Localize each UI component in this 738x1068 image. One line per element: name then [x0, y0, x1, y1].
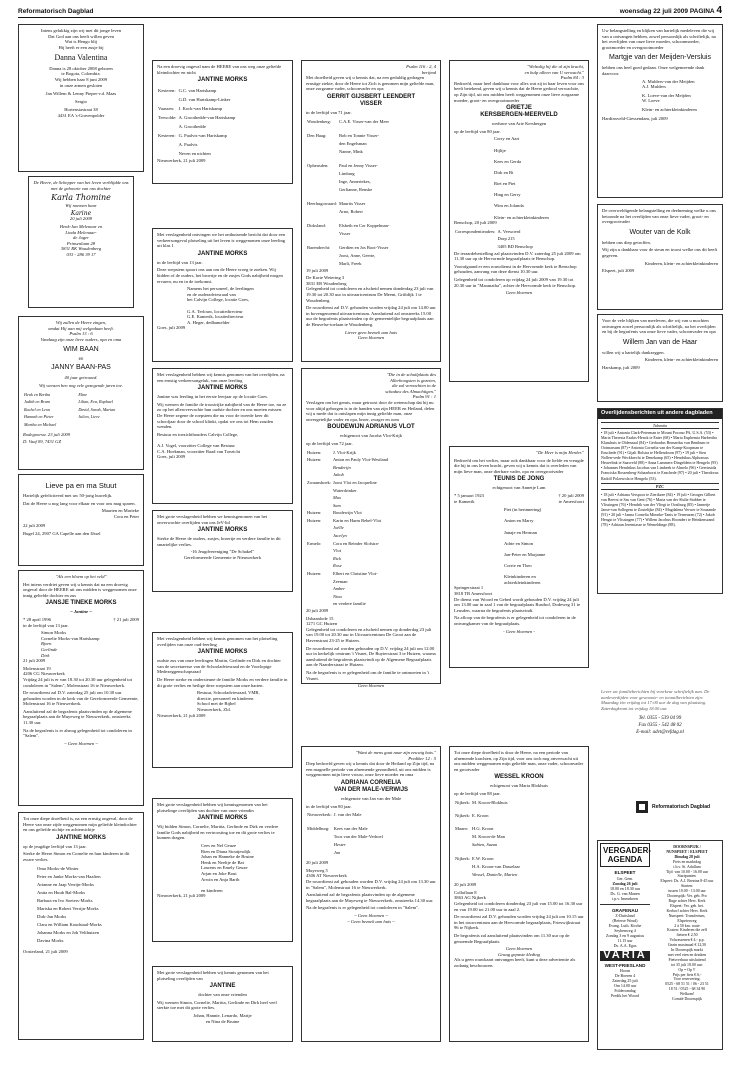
- family: Oma Morks-de Winter Peter en Janke Morks-van Haaften Arianne en Jaap Verrijn-Morks Anita en Huub Bal-Morks Barbara en Ivo Soeters-Morks Mariska en Robert Verrijn-Morks Dirk-Jan Morks Clara en William Koudstaal-Morks Johanna Morks en Job Velthuizen Davina Morks: [37, 865, 102, 943]
- death-ad-vlot: [301, 368, 441, 689]
- parents: Jan Willem & Lenny Pieper-v.d. Maas: [45, 91, 117, 97]
- box-body: [598, 419, 722, 530]
- intro: Tot onze diepe droefheid is, na een ernstig ongeval, door de Heere van onze zijde weggenomen mijn geliefde kleindochter en ons geliefde nichtje en achternichtje: [23, 816, 137, 833]
- family: Piet (in herinnering) Anton en Marry Janaje en Herman Adrie en Simon Jan-Peter en Marjanne Corrie en Theo Kleinkinderen en achterkleinkinderen: [504, 507, 546, 585]
- contact: Tel. 0355 - 539 04 99 Fax 0355 - 542 48 02 E-mail: advt@refdag.nl: [636, 716, 684, 736]
- agenda-right: DOORNSPIJK / NUNSPEET / ELSPEET Dinsdag 28 juli Fiets en marktdag t.b.v. St. Adullam Tijd: van 10.00 - 16.00 uur Startpunten: Elspeet: Ds. A.J. Brezina 8-45 uur Starten: tussen 10.00 - 13.00 uur Doornspijk: Ver. geb. Pro Ruge achter Herv. Kerk Elspeet: Ver. geb. bet. Kerhorf achter Herv. Kerk Nunspeet: Transferium, Elspeterweg 2 à 50 km. route Kosten: Kinderen die zelf fietsen € 2,50 Volwassenen € 4,- p.p. Gezin maximaal € 12,50 In Doornspijk markt met veel eten en drinken Fietsverhuur uitsluitend tot 35 juli 18.00 uur: Op = Op !! Prijs per fiets € 6,- Voor reservering: 0525 - 68 51 51 / 06 - 23 51 18 51 / 0525 - 68 34 90 Welkom! Comité Doornspijk: [660, 845, 714, 1002]
- westfriesland-sub: De Boeren 4: [614, 973, 636, 979]
- funeral: De teraardebestelling zal plaatsvinden D.V. zaterdag 25 juli 2009 om 11.30 uur op de Hervormde begraafplaats te Benschop.: [454, 250, 581, 262]
- meeting-agenda: [597, 840, 723, 1050]
- date: Elspeet, juli 2009: [602, 268, 635, 274]
- date: 19 juli 2009: [306, 267, 329, 273]
- flowers: ~ Geen bloemen ~: [64, 740, 98, 746]
- nickname: dochter van onze vrienden: [198, 992, 247, 998]
- correspondence: Correspondentieadres: A. Verwoerd Dorp 215 3405 BD Benschop: [455, 228, 533, 250]
- deceased-name: JANTINE MORKS: [56, 834, 106, 841]
- address: IJsbaanlode 15 1271 GC Huizen: [306, 615, 338, 627]
- body: Hartelijk gefeliciteerd met uw 50-jarig huwelijk.: [23, 493, 113, 498]
- date: 20 juli 2009: [306, 860, 329, 866]
- intro: Bedroefd, maar heel dankbaar voor alles wat zij in haar leven voor ons heeft betekend, geven wij u kennis dat de Heere gedood verwachtte, op Zijn tijd, uit ons midden heeft weggenomen onze lieve zorgzame moeder, groot- en overgrootmoeder: [454, 80, 584, 103]
- spouse: echtgenote van Jan van der Male: [340, 795, 402, 801]
- death-ad-kersbergen: [449, 60, 589, 382]
- phone: 033 - 286 39 17: [66, 251, 96, 257]
- after: Na de begrafenis is er alsnog gelegenheid tot condoleren in "Salem".: [23, 727, 132, 739]
- date: Nieuwerkerk, 21 juli 2009: [157, 158, 206, 164]
- anniversary-ad-stuut: [18, 474, 144, 566]
- funeral: De rouwdienst zal D.V. gehouden worden vrijdag 24 juli om 14.00 uur in bovengenoemd uitvaartcentrum. Aansluitend zal omstreeks 15.00 uur de begrafenis plaatsvinden op de gemeentelijke begraafplaats aan de Heuvelse-toelaan te Woudenberg.: [306, 305, 436, 327]
- dates: * 28 april 1996 † 21 juli 2009: [23, 616, 139, 622]
- death-ad-van-der-male: [301, 746, 441, 1042]
- thanks-ad-van-de-haar: [597, 314, 723, 402]
- service: Voorafgaand er een rouwdienst in de Hervormde kerk te Benschop gehouden, aanvang van deze dienst 10.30 uur.: [454, 263, 577, 275]
- death-ad-kroon: [449, 746, 589, 1042]
- family: Kesteren: G.C. van Hartskamp G.D. van Hartskamp-Linker Vaassen: J. Kock-van Hartskamp Terwolde: A. Groothedde-van Hartskamp A. Groothedde Kesteren: G. Paalvis-van Hartskamp A. Paalvis Neven en nichten: [158, 88, 236, 157]
- wishes: Wij wensen hen nog vele gezegende jaren toe.: [38, 382, 124, 388]
- signature: Kinderen, klein- en achterkleinkinderen: [644, 357, 718, 363]
- deceased-name: Willem Jan van de Haar: [622, 338, 698, 346]
- date: 20 juli 2009: [306, 608, 329, 613]
- address: De Korte Wetering 3 3831 ER Woudenberg: [306, 275, 347, 286]
- family: Woudenberg: C.A.E. Visser-van der Meer Den Haag: Bob en Tonnie Visser- den Engelsman Nanne, Mink Opheusden: Paul en Jenny Visser- Limburg Inge, Anneriekes, Gerlianne, Renske Heerhugowaard: Maurits Visser Arno, Robert Dirksland: Elsbeth en Cor Koppelman- Visser Barendrecht: Gerdien en Jos Boot-Visser Joost, Anne, Geerte, Marli, Freek: [307, 118, 390, 266]
- burial: Aansluitend zal de begrafenis plaatsvinden op de algemene begraafplaats aan de Muyeweg te Nieuwerkerk, omstreeks 14.30 uur.: [306, 892, 434, 903]
- intro: Tot onze diepe droefheid is door de Heere, na een periode van afnemende krachten, op Zijn tijd, voor ons toch nog onverwacht uit ons midden weggenomen mijn geliefde man, onze vader, schoonvader en grootvader: [454, 750, 584, 772]
- thanks-ad-van-der-meijden: [597, 24, 723, 198]
- deceased-name: TEUNIS DE JONG: [493, 476, 545, 483]
- age: op de jeugdige leeftijd van 13 jaar.: [23, 843, 87, 849]
- deceased-name: JANTINE MORKS: [197, 385, 248, 392]
- westfriesland-place: WEST-FRIESLAND: [604, 962, 646, 968]
- body: Wij bidden Simon, Cornelie, Maritta, Gerlinde en Dirk en verdere familie Gods nabijheid en vertroosting toe en dit grote verlies te kunnen dragen.: [157, 824, 279, 841]
- intro: De overweldigende belangstelling en deelneming welke u ons betoonde na het overlijden van onze lieve vader, groot- en overgrootvader: [602, 208, 716, 225]
- nickname: ~ Jantine ~: [70, 609, 92, 615]
- child-name: Karla Thomine: [51, 193, 111, 203]
- date: Goes, juli 2009: [157, 454, 186, 460]
- elspeet-org: Ger. Gem.: [616, 875, 634, 881]
- body: willen wij u hartelijk dankzeggen.: [602, 349, 665, 355]
- signature: Kinderen, klein- en achterkleinkinderen: [644, 260, 718, 266]
- death-ad-jantine-friends: [152, 798, 293, 942]
- date: Goes, juli 2009: [157, 325, 186, 331]
- signature: -16 Jeugdvereniging "De Schakel" Gereformeerde Gemeente te Nieuwerkerk: [183, 549, 262, 560]
- westfriesland-who: Zaterdag 25 juli Om 14.00 uur Folderomdag Predik het Woord: [610, 978, 640, 999]
- intro: Met grote verslagenheid hebben wij kennisgenomen van het plotselinge overlijden van dochter van onze vriendin: [157, 802, 268, 813]
- signature: Bestuur en toezichthouders Calvijn College, A.J. Vogel, voorzitter College van Bestuur C.A. Hoekman, voorzitter Raad van Toezicht: [157, 431, 241, 454]
- date: 22 juli 2009: [23, 523, 46, 529]
- grafenau-place: GRAFENAU: [611, 907, 639, 913]
- flowers: ~ Geen bloemen ~ ~ Geen bezoek aan huis ~: [347, 912, 395, 924]
- body-1: hebben ons diep getroffen.: [602, 239, 651, 245]
- death-ad-de-jong: [449, 446, 589, 668]
- burial: Aansluitend zal de begrafenis plaatsvinden op de algemene begraafplaats aan de Muyeweg te Nieuwerkerk, omstreeks 11.30 uur.: [23, 708, 132, 726]
- address: Molenstraat 19 4206 CG Nieuwerkerk: [23, 665, 65, 677]
- page-info: [620, 5, 722, 16]
- rd-logo-icon: [636, 801, 648, 813]
- deceased-name: JANTINE MORKS: [197, 250, 248, 257]
- visit: Gelegenheid tot condoleren donderdag 23 juli van 15.00 tot 16.30 uur en van 19.00 tot 21.00 uur in zaal 2.: [454, 900, 583, 912]
- date: Hardinxveld-Giessendam, juli 2009: [602, 115, 668, 121]
- age: in de leeftijd van 71 jaar.: [306, 109, 352, 115]
- page-label: PAGINA: [689, 8, 715, 15]
- deceased-name: JANSJE TINEKE MORKS: [45, 600, 117, 607]
- ad-verse: De Heere, de Schepper van het leven verblijdde ons met de geboorte van ons dochter: [33, 180, 129, 191]
- age: in de leeftijd van 13 jaar.: [157, 259, 203, 265]
- body-2: Wij zijn u dankbaar voor de steun en troost welke ons dit heeft gegeven.: [602, 247, 718, 258]
- date: Oosterland, 21 juli 2009: [23, 948, 68, 954]
- ad-verse: Intens gelukkig zijn wij met dit jonge leven Dat God aan ons heeft willen geven Wat is Hengo blij Hij heeft er een zusje bij: [41, 28, 121, 50]
- ad-verse: "De Heer is mijn Herder.": [536, 450, 584, 455]
- body-1: oudste zus van onze leerlingen Martin, Gerlinde en Dirk en dochter van de secretaresse van de Schooladviesraad en de Voorlopige Medezeggenschapsraad: [157, 658, 281, 675]
- funeral: De rouwdienst zal worden gehouden op D.V. vrijdag 24 juli om 12.00 uur in kerkelijk centrum 't Visnet, De Ruyterstraat 3 te Huizen, waarna aansluitend de begrafenis plaatsvindt op de Algemene Begraafplaats aan de Naarderstraat te Huizen.: [306, 645, 436, 668]
- funeral: De rouwdienst zal gehouden worden D.V. vrijdag 24 juli om 13.30 uur in "Salem", Molenstraat 16 te Nieuwerkerk.: [306, 878, 436, 890]
- deceased-name: BOUDEWIJN ADRIANUS VLOT: [327, 424, 415, 431]
- signature: Johan, Hannie, Lenardo, Marije en Nina de Bruine: [193, 1012, 252, 1024]
- age: op de leeftijd van 88 jaar.: [454, 790, 501, 796]
- date: 21 juli 2009: [23, 658, 46, 664]
- death-ad-jantine-family: [18, 812, 144, 1040]
- family: Nijkerk: M. Kroon-Blokhuis Nijkerk: E. Kroon Maarn: H.G. Kroon M. Kroon-de Man Sabien, Suzan Nijkerk: E.W. Kroon H.A. Kroon-van Dasselaar Wessel, Danielle, Marien: [455, 799, 520, 877]
- page-number: 4: [716, 5, 722, 16]
- source-tubantia: Tubantia: [601, 422, 719, 429]
- after: Na de begrafenis is er gelegenheid om de familie te ontmoeten in 't Visnet.: [306, 669, 430, 681]
- flowers: - Geen bloemen -: [503, 628, 535, 634]
- family: Simon Morks Cornelie Morks-van Hartskamp Bjorn Gerlinde Dirk: [41, 630, 100, 658]
- thanks-ad-van-de-kolk: [597, 204, 723, 310]
- flowers: Geen bloemen Graag gepaste kleding: [498, 946, 540, 957]
- death-ad-jantine-school: [152, 228, 293, 362]
- age: in de leeftijd van 80 jaar.: [306, 803, 352, 809]
- signoff: Maarten en Marieke Cora en Peter: [101, 508, 139, 519]
- address: Prinsenlaan 28 3831 RK Woudenberg: [60, 240, 102, 252]
- ad-title: Lieve pa en ma Stuut: [45, 481, 117, 490]
- spouse: echtgenoot van Jacoba Vlot-Krijk: [339, 433, 403, 439]
- flowers: Liever geen bezoek aan huis Geen bloemen: [344, 329, 398, 341]
- info-body: Lever uw familieberichten bij voorkeur schriftelijk aan. De aanleverdijden voor gewoonte- en toonalberichten zijn: Maandag t/m vrijdag tot 17:00 uur de dag van plaatsing. Zaterdagkrant tot vrijdag 18.00 uur.: [601, 689, 710, 711]
- anniversary-ad-baan: [18, 316, 144, 470]
- signature: A. Mulders-van der Meijden A.J. Mulders K. Loeve-van der Meijden W. Loeve Klein- en achterkleinkinderen: [642, 78, 697, 112]
- date: Nieuwerkerk, 21 juli 2009: [157, 893, 206, 899]
- body-2: De Heere sterke en ondersteune de familie Morks en verdere familie in dit grote verlies en heilige deze roepstem aan onze harten.: [157, 676, 288, 688]
- elspeet-day: Zondag 26 juli: [612, 880, 638, 886]
- date: 20 juli 2009: [454, 882, 477, 888]
- submission-info: [597, 686, 723, 784]
- signatures: Cees en Nel Geuze Rien en Diana Stoutjesdijk Johan en Hanneke de Bruine Henk en Neeltje de Bat Lourens en Emely Geuze Arjan en Joke Bout Arwin en Anja Barth en kinderen: [201, 842, 254, 893]
- burial: De begrafenis zal aansluitend plaatsvinden om 11.30 uur op de genoemde Begraafplaats.: [454, 932, 570, 944]
- intro: Voor de vele blijken van meeleven, die wij van u mochten ontvangen zowel persoonlijk als schriftelijk, na het overlijden en bij de begrafenis van onze lieve vader, schoonvader en opa: [602, 318, 716, 335]
- age: op de leeftijd van 80 jaar.: [454, 128, 501, 134]
- death-ad-jantine-grandparents: [152, 60, 293, 184]
- masthead: [18, 4, 722, 18]
- signature: Namens het personeel, de leerlingen en de ouderadviesraad van het Calvijn College, locatie Goes, G.A. Terlouw, locatiedirecteur G.E. Kamerik, locatiedirecteur A. Heger, dedbamelder: [187, 286, 254, 325]
- after: Na de begrafenis is er gelegenheid tot condoleren in "Salem".: [306, 905, 420, 911]
- intro: Met droefheid geven wij u kennis dat, na een geduldig gedragen ernstige ziekte, door de Heere tot Zich is genomen mijn geliefde man, onze zorgzame vader, schoonvader en opa: [306, 75, 435, 92]
- intro: Het intens verdriet geven wij u kennis dat na een droevig ongeval door de HEERE uit ons midden is weggenomen onze innig geliefde dochter en zus: [23, 581, 137, 598]
- agenda-title: VERGADER- AGENDA: [600, 843, 650, 867]
- items-pzc: • 18 juli • Adriana Verspoor te Zierikzee (84) • 19 juli • Georges Gilbert van Beevst te Sas van Gent (76) • Maria van der Slulis-Stabber te Vlissingen (76) • Hendrik van der Vliegt te Oostburg (85) • Jannetje Janse-van Sollegem te Zoutelijke (84) • Magdalena Verwer te Souzande (91) • 20 juli • Janna Cornelia Mimeke-Tanis te Terneuzen (72) • Jakob Hengst te Vlissingen (77) • Willem Jacobus Hoondert te Heinkenszand (78) • Adriaan Jeremiasse te Wemeldinge (88).: [601, 491, 716, 528]
- body-2: Dat de Heere u nog lang voor elkaar en voor ons mag sparen.: [23, 500, 136, 506]
- birth-ad-danna: [18, 24, 144, 172]
- deceased-name: JANTINE MORKS: [197, 527, 248, 534]
- address-2: D. Vaaf 09, 7431 GZ: [23, 439, 62, 445]
- intro: Verslagen om het gemis, maar getroost door de wetenschap dat hij nu voor altijd geborgen is in de handen van zijn HEER en Heiland, delen wij u mede dat is ontslapen mijn innig geliefde man, onze onvergetelijke vader en opa, broer, zwager en oom: [306, 399, 435, 422]
- body: Wij wensen Simon, Cornelie, Maritta, Gerlinde en Dirk heel veel sterkte toe met dit grote verlies.: [157, 999, 277, 1011]
- address: Muyeweg 5 4306 AT Nieuwerkerk: [306, 867, 347, 879]
- varia-title: VARIA: [600, 951, 650, 961]
- grafenau-org: Z-Duitsland: [615, 913, 635, 919]
- call-name: Karine: [70, 209, 92, 217]
- intro: Diep bedroefd geven wij u kennis dat door de Heiland op Zijn tijd, na een magnelle periode van afnemende gezondheid, uit ons midden is weggenomen mijn lieve vrouw, onze lieve moeder en oma: [306, 761, 435, 778]
- flowers: Geen bloemen: [357, 683, 385, 689]
- family: Corry en Aart Hijltje Kees en Gerda Dirk en Bi Riet en Piet Hing en Gerry Wim en Jolanda Klein- en achterkleinkinderen: [494, 136, 549, 220]
- intro: Bedroefd om het verlies, maar ook dankbaar voor de liefde en vreugde die hij in ons leven bracht, geven wij u kennis dat is overleden van mijn lieve man, onze dierbare vader, opa en overgrootvader: [454, 457, 584, 474]
- sibling: Sergio: [75, 98, 87, 104]
- intro: Met verslagenheid ontvingen we het onthutsende bericht dat door een verkeersongeval plotseling uit het leven is weggenomen onze leerling uit klas 1: [157, 232, 286, 249]
- grafenau-sub: (Beierse Woud): [612, 918, 638, 924]
- visit: Gelegenheid tot condoleren en afscheid nemen op donderdag 23 juli van 19.00 tot 20.30 uur in Uitvaartcentrum De Groot aan de Havenstraat 23-25 te Huizen.: [306, 626, 432, 643]
- deceased-name: JANTINE MORKS: [197, 77, 248, 84]
- deceased-name: GERRIT GIJSBERT LEENDERT VISSER: [326, 93, 416, 107]
- death-ad-visser: [301, 60, 441, 362]
- ad-verse: Wij zullen de Heere zingen, omdat Hij aan mij welgedaan heeft. Psalm 13 : 6: [48, 320, 114, 337]
- elspeet-time: 18.00 en 18.30 uur: [609, 885, 641, 891]
- age: op de leeftijd van 72 jaar.: [306, 440, 353, 446]
- ad-verse: Psalm 116 : 2, 4 berijmd: [406, 64, 436, 75]
- body: Deze roepstem spoort ons aan om de Heere vroeg te zoeken. Wij bidden of de ouders, het broertje en de zusjes Gods nabijheid mogen ervaren, nu en in de toekomst.: [157, 267, 283, 284]
- deceased-name: JANTINE MORKS: [197, 815, 248, 822]
- visit: Gelegenheid tot condoleren en afscheid nemen donderdag 23 juli van 19.30 tot 20.30 uur in uitvaartcentrum De Meent, Griftdijk 1 te Woudenberg.: [306, 286, 434, 303]
- family: Huizen: J. Vlot-Krijk Huizen: Anton en Pauly Vlot-Westland Benderijn Jakob Zwaanshoek: Joost Vlot en Jacqueline Waterdrinker Max Sam Huizen: Boudewijn Vlot Huizen: Karin en Harm Rebel-Vlot Joëlle Jacelyn Ermelo: Cora en Reinder Slofstra- Vlot Rick Rose Huizen: Elbert en Christine Vlot- Zeeman Amber Nina en verdere familie: [307, 449, 389, 607]
- deceased-name: Wouter van de Kolk: [629, 228, 691, 236]
- date: Harskamp, juli 2009: [602, 364, 640, 370]
- death-ad-jantine-college: [152, 368, 293, 504]
- deceased-name: ADRIANA CORNELIA VAN DER MALE-VERWIJS: [333, 779, 409, 793]
- funeral: De rouwdienst zal D.V. zaterdag 25 juli om 10.30 uur gehouden worden in de kerk van de Gereformeerde Gemeente, Molenstraat 16 te Nieuwerkerk.: [23, 690, 139, 707]
- dates: * 5 januari 1923 te Kamerik † 20 juli 2009 te Amersfoort: [454, 492, 584, 504]
- ad-body: Danna is 28 oktober 2008 geboren te Bogota, Colombia. Wij hebben haar 8 juni 2009 in onze armen gesloten: [49, 65, 113, 88]
- body: Sterke de Heere de ouders, zusjes, broertje en verdere familie in dit smartelijke verlies.: [157, 536, 281, 547]
- family: Nieuwerkerk: J. van der Male Middelburg: Kees van der Male Toos van der Male-Verhoef Hester Jan: [307, 812, 384, 856]
- intro: Met grote verslagenheid hebben wij kennis genomen van het plotseling overlijden van: [157, 970, 269, 981]
- grafenau-who: Evang. Luth. Kirche Seybenweg 4 Zondag 3 en 9 augustus 11.15 uur Ds. A.A. Egas: [606, 923, 644, 949]
- deceased-name: JANTINE MORKS: [197, 649, 248, 656]
- address: Collaflaan 8 3863 AG Nijkerk: [454, 889, 486, 901]
- ad-verse: "Want de mens gaat naar zijn eeuwig huis." Prediker 12 : 5: [355, 750, 436, 761]
- ad-verse: "Als een bloem op het veld": [55, 574, 107, 579]
- address: Hortensiastraat 38 4431 EA 's-Gravenpolder: [57, 107, 105, 119]
- source-pzc: PZC: [601, 483, 719, 490]
- westfriesland-org: Hoorn: [619, 968, 631, 974]
- birth-ad-karla: [28, 176, 134, 308]
- death-ad-jansje: [18, 570, 144, 806]
- address: Rodegoorsw. 23 juli 2009: [23, 431, 71, 437]
- body-2: Wij wensen de familie de troostrijke nabijheid van de Heere toe, nu ze zo op het allerovervachte hun oudste dochter en ons moeten missen. De Heere zegene de roepstem die nu voor de tweede keer dit schooljaar door de school klinkt, opdat we ons tot Hem zouden wenden.: [157, 401, 287, 430]
- intro: Uw belangstelling en blijken van hartelijk medeleven die wij van u ontvangen hebben, zowel persoonlijk als schriftelijk, na het overlijden van onze lieve moeder, schoonmoeder, grootmoeder en overgrootmoeder: [602, 28, 716, 50]
- call-text: Wij noemen haar: [65, 203, 97, 209]
- parents: Henk-Jan Melenaar en Linda Melenaar- de Jager: [59, 223, 103, 241]
- ad-verse: "Die in de schuilplaats des Allerhoogsten is gezeten, die zal vernachten in de schaduw des Almachtigen." Psalm 91 : 1: [385, 372, 436, 400]
- visit: Vrijdag 24 juli is er van 18.30 tot 20.30 uur gelegenheid tot condoleren in "Salem", Molenstraat 16 te Nieuwerkerk.: [23, 676, 133, 688]
- children-table: Henk en Bertha Eline Judith en Bram Lilian, Eva, Raphael Rachel en Leon David, Sarah, Marian Hannah en Pieter Julien, Lieve Martha en Michael: [24, 391, 116, 427]
- deceased-name: JANTINE: [209, 983, 236, 990]
- elspeet-place: ELSPEET: [614, 870, 636, 875]
- page-date: woensdag 22 juli 2009: [619, 8, 688, 15]
- deceased-name: WESSEL KROON: [494, 774, 544, 781]
- intro: Na een droevig ongeval nam de HEERE van ons weg onze geliefde kleindochter en nicht: [157, 64, 282, 75]
- paper-name: Reformatorisch Dagblad: [18, 8, 94, 15]
- signature: Bestuur, Schooladviesraad, VMR, directie, personeel en kinderen School met de Bijbel Nieuwerkerk, Zld.: [197, 690, 260, 712]
- rd-logo: Reformatorisch Dagblad: [636, 800, 724, 814]
- spouse: echtgenoot van Annetje Lam: [492, 485, 546, 491]
- funeral: De rouwdienst zal D.V. gehouden worden vrijdag 24 juli om 10.15 uur in het rouwcentrum aan de Hervormde begraafplaats, Frieswijkstraat 96 te Nijkerk.: [454, 914, 584, 931]
- death-ad-jantine-basisschool: [152, 632, 293, 768]
- spouse: weduwe van Arie Kersbergen: [491, 121, 547, 127]
- items-tubantia: • 18 juli • Antonia Clark-Peterman te Mount Pocono PA, U.S.A. (53) • Maria Theresia Esakis-Henck te Enter (68) • Maria Euphemia Harbertha Klaashuis te Oldenzaal (84) • Gerhardus Bernardus van Benthum te Ootmarsum (87) • Antonia Cornelia van der Kamp-Koopman te Enschede (91) • Gijalt Bolstra te Hellendoorn (97) • 19 juli • Sien Nollen-vede Weckbrecht te Denekamp (65) • Hendrikus Alphonsus Heuvelink te Saasveld (88) • Anna Lammers-Dingeldein te Hengelo (95) • Johannes Hendrikus Jacobus van Limbeek te Almelo (96) • Geertruida Franciska Rossenberg-Schaarhorst te Enschede (97) • 20 juli • Theodorus Radolf Polzewola te Hengelo (53).: [601, 429, 719, 481]
- elspeet-who: Ds. G. van Manen t.p.v. Immekeen: [610, 890, 640, 901]
- couple-name: WIM BAAN en JANNY BAAN-PAS: [51, 346, 111, 372]
- date: Nieuwerkerk, 21 juli 2009: [157, 712, 206, 718]
- deceased-name: GRIETJE KERSBERGEN-MEERVELD: [480, 105, 558, 119]
- years-married: 40 jaar getrouwd.: [64, 375, 98, 381]
- body-1: Jantine was leerling in het eerste leerjaar op de locatie Goes.: [157, 394, 269, 400]
- address: Bugel 24, 2907 GA Capelle aan den IJssel: [23, 530, 101, 536]
- address: Springerstraat 1 3818 TB Amersfoort: [454, 585, 493, 597]
- deceased-name: Martgje van der Meijden-Versluis: [609, 54, 711, 62]
- extra: Als u geen rouwkaart ontvangen heeft, kunt u deze advertentie als zodanig beschouwen.: [454, 957, 576, 968]
- flowers: Geen bloemen: [505, 290, 533, 296]
- other-papers-box: [597, 408, 723, 594]
- visit: Gelegenheid tot condoleren op vrijdag 24 juli 2009 van 19.30 tot 20.30 uur in "Maranatha", achter de Hervormde kerk te Benschop.: [454, 277, 577, 288]
- parents: Sterke de Heere Simon en Cornelie en hun kinderen in dit zware verlies.: [23, 851, 130, 862]
- intro: Met verslagenheid hebben wij kennis genomen van het plotseling overlijden van onze oud-leerling: [157, 636, 278, 647]
- intro: Vandaag zijn onze lieve ouders, opa en oma: [40, 336, 122, 342]
- death-ad-jantine-jev: [152, 510, 293, 592]
- date: Benschop, 20 juli 2009: [454, 220, 497, 226]
- child-name: Danna Valentina: [54, 53, 108, 63]
- intro: Met verslagenheid hebben wij kennis genomen van het overlijden, na een ernstig verkeersongeluk, van onze leerling: [157, 372, 285, 383]
- service: De dienst van Woord en Gebed wordt gehouden D.V. vrijdag 24 juli om 13.00 uur in zaal 1 van de begraafplaats Rusthof, Dodeweg 31 te Leusden, waarna de begrafenis plaatsvindt.: [454, 596, 581, 613]
- box-title: Overlijdensberichten uit andere dagbladen: [598, 409, 722, 419]
- agenda-left: [600, 843, 650, 998]
- age: in de leeftijd van 13 jaar.: [23, 622, 69, 628]
- body: hebben ons heel goed gedaan. Onze welgemeende dank daarvoor.: [602, 65, 705, 76]
- birth-date: 20 juli 2009: [69, 216, 93, 222]
- ad-verse: "Welzalig hij die al zijn kracht, en hulp alleen van U verwacht." Psalm 84 : 3: [524, 64, 584, 81]
- intro: Met grote verslagenheid hebben we kennisgenomen van het onverwachte overlijden van ons JeV-lid: [157, 514, 268, 525]
- death-ad-jantine-vrienden: [152, 966, 293, 1042]
- after: Na afloop van de begrafenis is er gelegenheid tot condoleren in de ontvangkamer van de begraafplaats.: [454, 615, 576, 627]
- spouse: echtgenoot van Maria Blokhuis: [490, 783, 548, 789]
